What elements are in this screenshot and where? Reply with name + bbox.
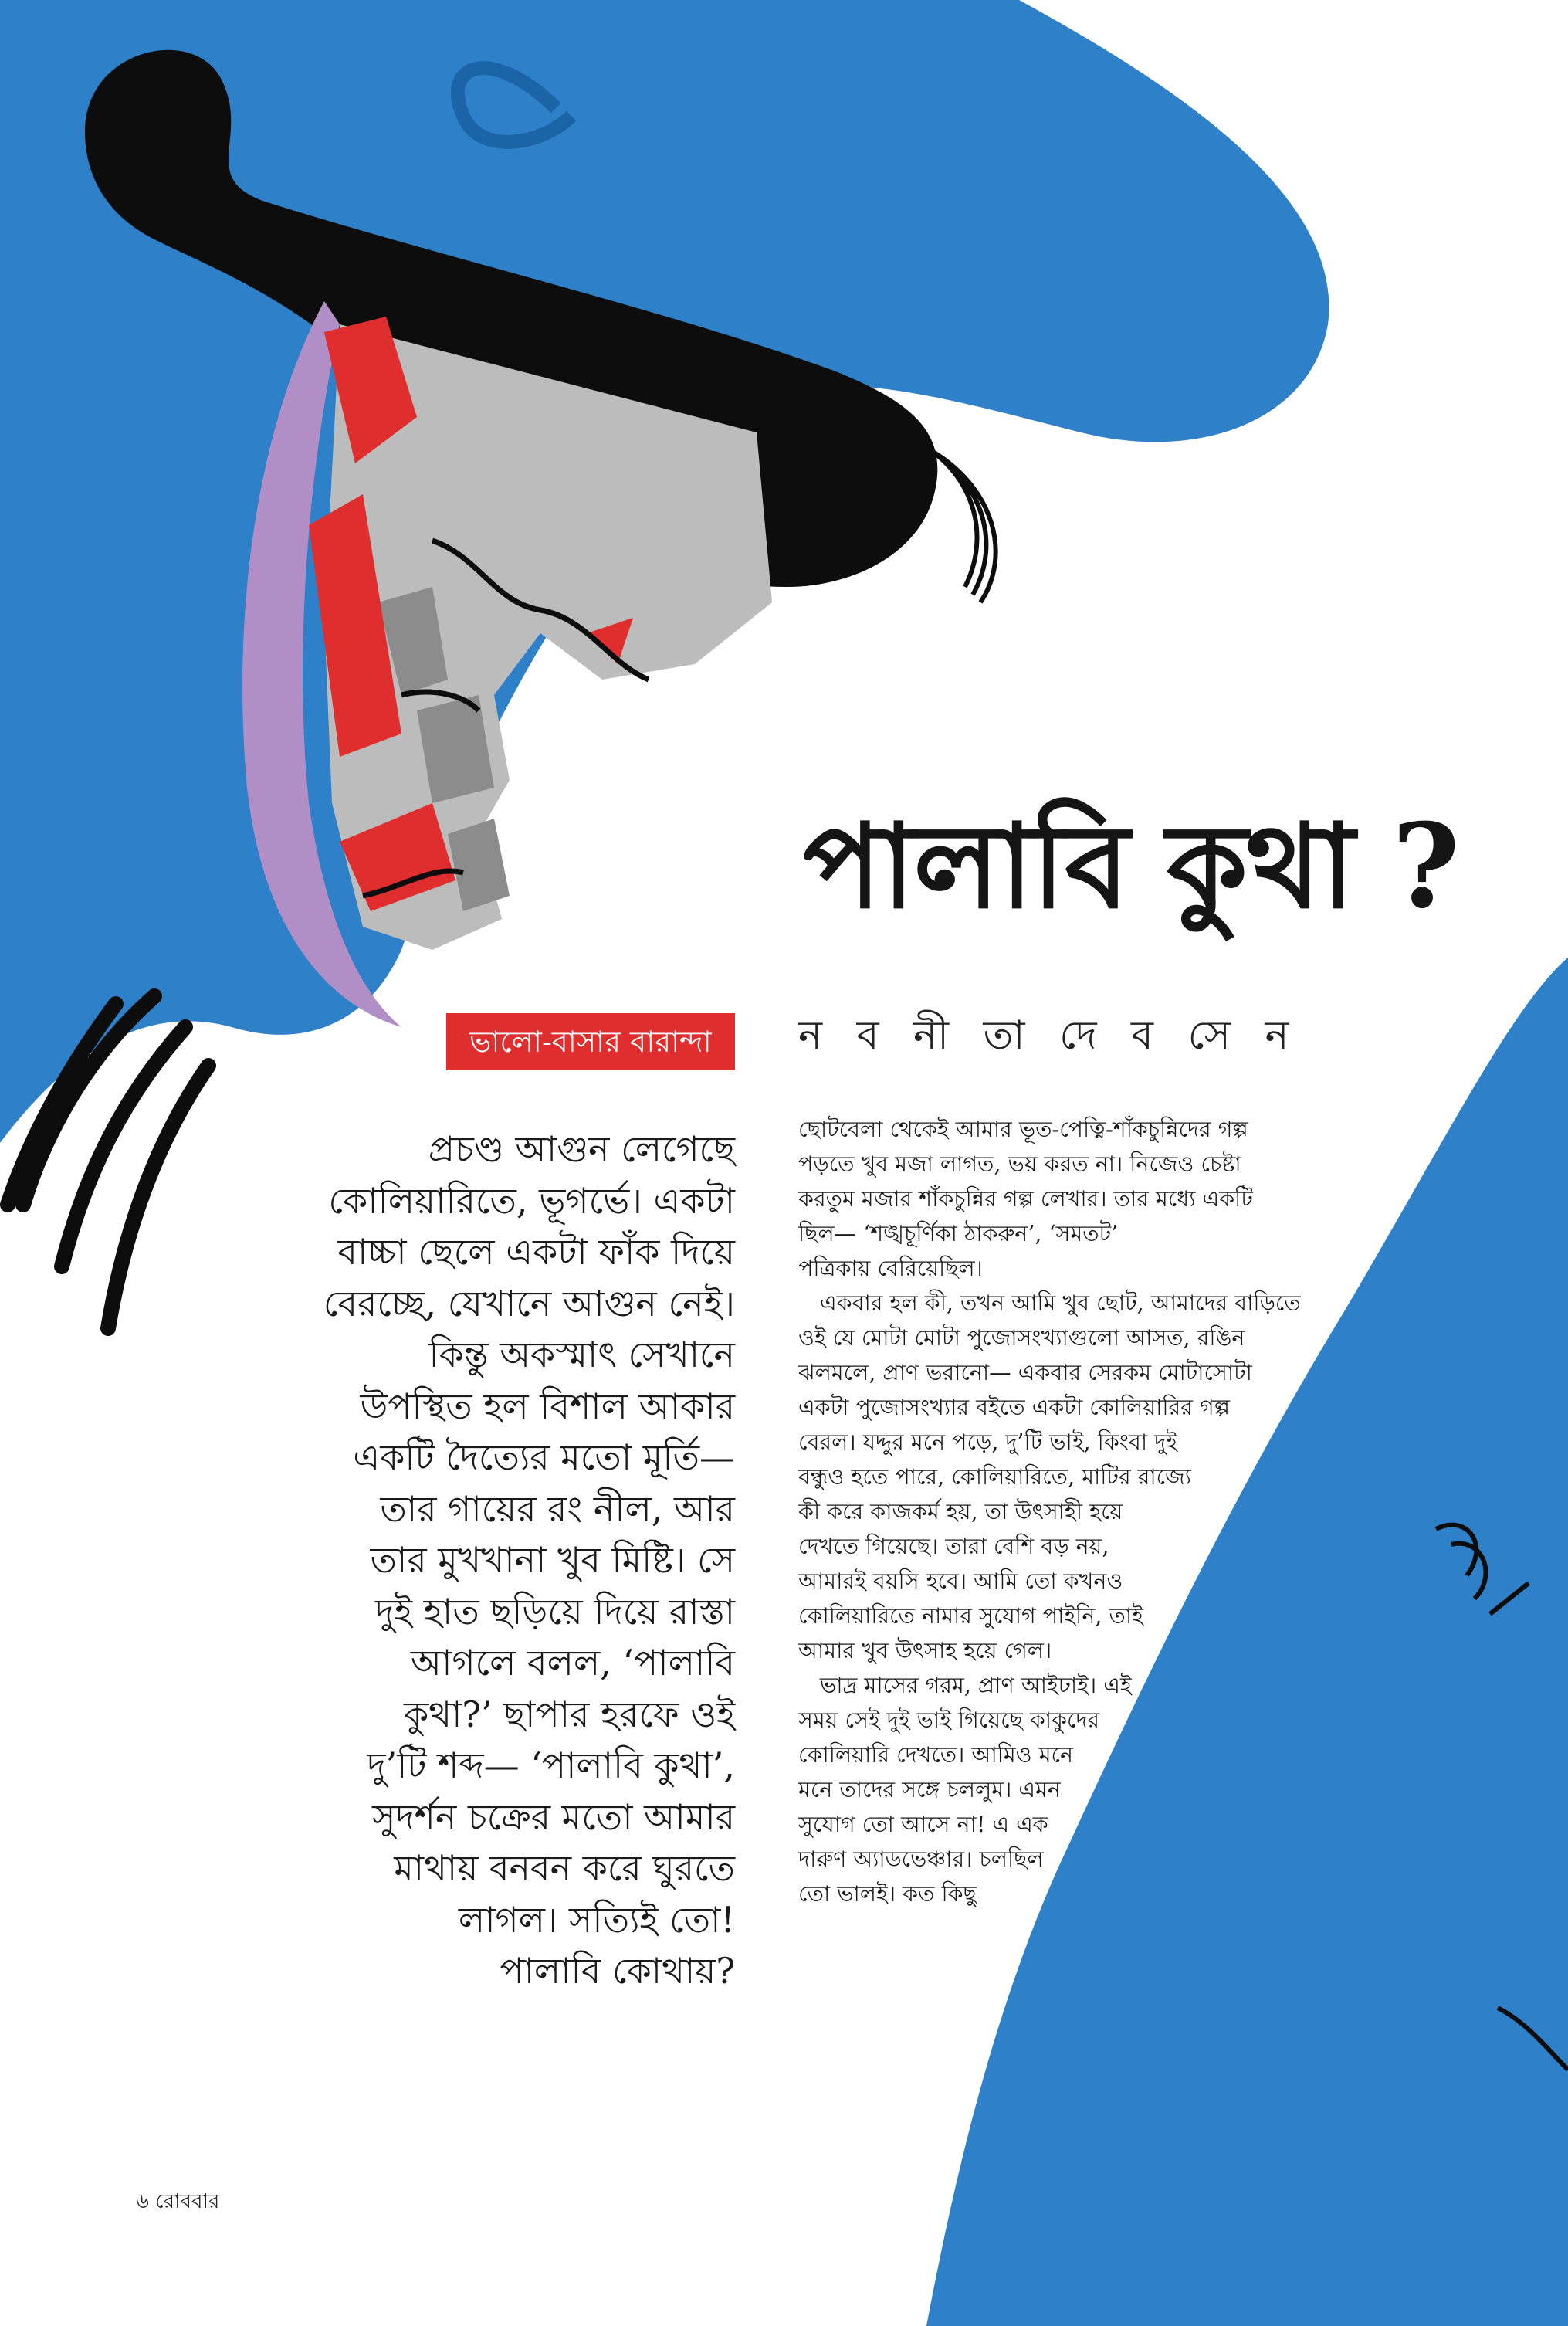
body-line: দেখতে গিয়েছে। তারা বেশি বড় নয়,: [798, 1534, 1109, 1559]
section-tag-badge: ভালো-বাসার বারান্দা: [446, 1013, 735, 1070]
pullquote-line: তার গায়ের রং নীল, আর: [380, 1487, 735, 1530]
body-line: তো ভালই। কত কিছু: [798, 1881, 977, 1907]
body-line: মনে তাদের সঙ্গে চললুম। এমন: [798, 1777, 1061, 1802]
author-byline: ন ব নী তা দে ব সে ন: [798, 1012, 1300, 1059]
body-line: ঝলমলে, প্রাণ ভরানো— একবার সেরকম মোটাসোটা: [798, 1360, 1252, 1385]
pullquote-line: কোলিয়ারিতে, ভূগর্ভে। একটা: [328, 1179, 735, 1222]
pullquote-line: দুই হাত ছড়িয়ে দিয়ে রাস্তা: [374, 1590, 735, 1633]
pullquote: [262, 1124, 735, 1997]
body-line: কোলিয়ারিতে নামার সুযোগ পাইনি, তাই: [798, 1603, 1143, 1629]
body-line: সময় সেই দুই ভাই গিয়েছে কাকুদের: [798, 1707, 1100, 1733]
pullquote-line: কিন্তু অকস্মাৎ সেখানে: [428, 1334, 735, 1375]
body-line: পত্রিকায় বেরিয়েছিল।: [798, 1256, 983, 1281]
body-line: একবার হল কী, তখন আমি খুব ছোট, আমাদের বাড়িতে: [820, 1290, 1301, 1316]
article-title: পালাবি কুথা ?: [803, 799, 1458, 934]
body-line: কোলিয়ারি দেখতে। আমিও মনে: [798, 1742, 1073, 1768]
page-folio: ৬ রোববার: [136, 2190, 220, 2213]
pullquote-line: পালাবি কোথায়?: [500, 1950, 735, 1992]
pullquote-line: মাথায় বনবন করে ঘুরতে: [394, 1847, 735, 1889]
pullquote-line: প্রচণ্ড আগুন লেগেছে: [428, 1128, 735, 1170]
pullquote-line: উপস্থিত হল বিশাল আকার: [360, 1385, 735, 1427]
body-line: কী করে কাজকর্ম হয়, তা উৎসাহী হয়ে: [798, 1499, 1123, 1524]
pullquote-line: বেরচ্ছে, যেখানে আগুন নেই।: [323, 1282, 735, 1324]
pullquote-line: একটি দৈত্যের মতো মূর্তি—: [353, 1436, 735, 1478]
pullquote-line: বাচ্চা ছেলে একটা ফাঁক দিয়ে: [337, 1231, 735, 1273]
pullquote-line: লাগল। সত্যিই তো!: [458, 1898, 735, 1941]
body-text-column: [798, 1112, 1370, 1911]
pullquote-line: কুথা?’ ছাপার হরফে ওই: [404, 1693, 735, 1735]
body-line: ভাদ্র মাসের গরম, প্রাণ আইঢাই। এই: [820, 1673, 1132, 1698]
body-line: আমার খুব উৎসাহ হয়ে গেল।: [798, 1638, 1052, 1663]
body-line: ওই যে মোটা মোটা পুজোসংখ্যাগুলো আসত, রঙিন: [798, 1325, 1245, 1351]
pullquote-line: আগলে বলল, ‘পালাবি: [410, 1642, 735, 1683]
body-line: পড়তে খুব মজা লাগত, ভয় করত না। নিজেও চেষ্টা: [798, 1151, 1241, 1177]
body-line: বন্ধুও হতে পারে, কোলিয়ারিতে, মাটির রাজ্যে: [798, 1464, 1191, 1490]
body-line: একটা পুজোসংখ্যার বইতে একটা কোলিয়ারির গল্প: [798, 1395, 1230, 1420]
pullquote-line: তার মুখখানা খুব মিষ্টি। সে: [370, 1539, 735, 1581]
body-line: বেরল। যদ্দুর মনে পড়ে, দু’টি ভাই, কিংবা দুই: [798, 1429, 1178, 1455]
body-line: দারুণ অ্যাডভেঞ্চার। চলছিল: [798, 1846, 1044, 1872]
pullquote-line: সুদর্শন চক্রের মতো আমার: [372, 1795, 735, 1838]
body-line: আমারই বয়সি হবে। আমি তো কখনও: [798, 1568, 1123, 1594]
body-line: ছিল— ‘শঙ্খচূর্ণিকা ঠাকরুন’, ‘সমতট’: [798, 1221, 1119, 1246]
body-line: ছোটবেলা থেকেই আমার ভূত-পেত্নি-শাঁকচুন্নিদের গল্প: [798, 1117, 1248, 1142]
pullquote-line: দু’টি শব্দ— ‘পালাবি কুথা’,: [367, 1744, 735, 1786]
body-line: করতুম মজার শাঁকচুন্নির গল্প লেখার। তার মধ্যে একটি: [798, 1186, 1253, 1212]
body-line: সুযোগ তো আসে না! এ এক: [798, 1812, 1048, 1837]
